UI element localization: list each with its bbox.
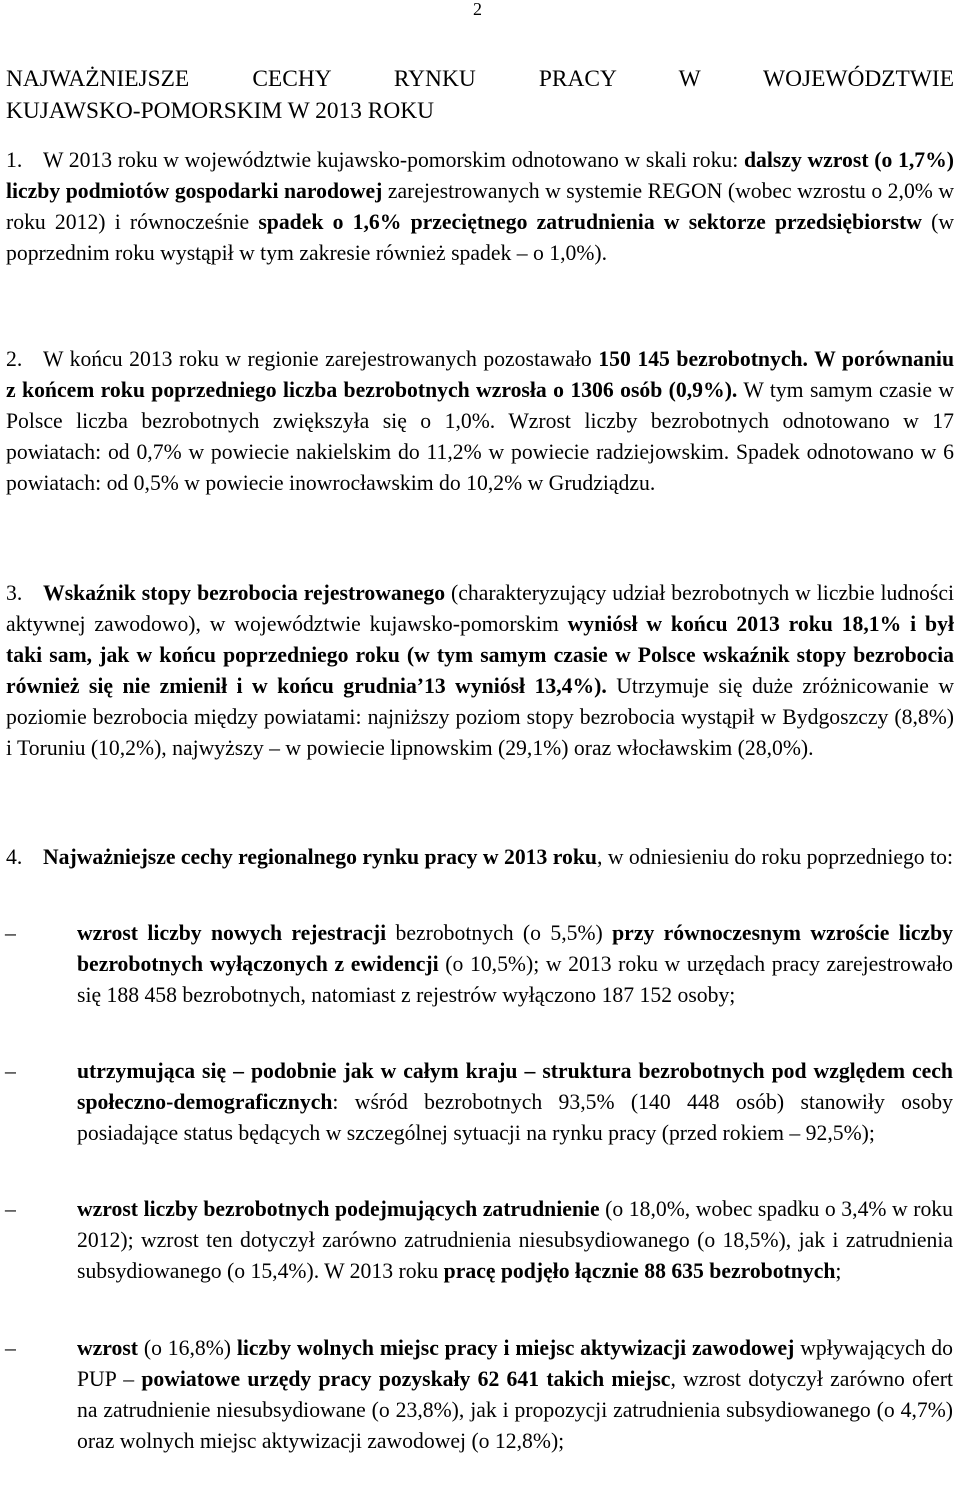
list-dash: – xyxy=(5,921,16,945)
list-item: – utrzymująca się – podobnie jak w całym kraju – struktura bezrobotnych pod względem cech społeczno-demograficznych: wśród bezrobotnych 93,5% (140 448 osób) stanowiły osoby posiadające status będących w szczególnej sytuacji na rynku pracy (przed rokiem – 92,5%); xyxy=(43,1056,953,1149)
emphasis: spadek o 1,6% przeciętnego zatrudnienia w sektorze przedsiębiorstw xyxy=(258,210,922,234)
emphasis: Najważniejsze cechy regionalnego rynku pracy w 2013 roku xyxy=(43,845,597,869)
paragraph-2: 2. W końcu 2013 roku w regionie zarejestrowanych pozostawało 150 145 bezrobotnych. W porównaniu z końcem roku poprzedniego liczba bezrobotnych wzrosła o 1306 osób (0,9%). W tym samym czasie w Polsce liczba bezrobotnych zwiększyła się o 1,0%. Wzrost liczby bezrobotnych odnotowano w 17 powiatach: od 0,7% w powiecie nakielskim do 11,2% w powiecie radziejowskim. Spadek odnotowano w 6 powiatach: od 0,5% w powiecie inowrocławskim do 10,2% w Grudziądzu. xyxy=(6,344,954,499)
emphasis: wyniósł w końcu 2013 roku 18,1% i był taki sam, jak w końcu poprzedniego roku (w tym samym czasie w Polsce wskaźnik stopy bezrobocia również się nie zmienił i w końcu grudnia’13 wyniósł 13,4%). xyxy=(6,612,954,698)
document-title xyxy=(6,63,954,127)
paragraph-1: 1. W 2013 roku w województwie kujawsko-pomorskim odnotowano w skali roku: dalszy wzrost (o 1,7%) liczby podmiotów gospodarki narodowej zarejestrowanych w systemie REGON (wobec wzrostu o 2,0% w roku 2012) i równocześnie spadek o 1,6% przeciętnego zatrudnienia w sektorze przedsiębiorstw (w poprzednim roku wystąpił w tym zakresie również spadek – o 1,0%). xyxy=(6,145,954,269)
emphasis: dalszy wzrost (o 1,7%) liczby podmiotów gospodarki narodowej xyxy=(6,148,954,203)
list-dash: – xyxy=(5,1197,16,1221)
emphasis: Wskaźnik stopy bezrobocia rejestrowanego xyxy=(43,581,446,605)
list-item: – wzrost liczby bezrobotnych podejmujących zatrudnienie (o 18,0%, wobec spadku o 3,4% w roku 2012); wzrost ten dotyczył zarówno zatrudnienia niesubsydiowanego (o 18,5%), jak i zatrudnienia subsydiowanego (o 15,4%). W 2013 roku pracę podjęło łącznie 88 635 bezrobotnych; xyxy=(43,1194,953,1287)
page-number: 2 xyxy=(473,0,482,19)
list-item: – wzrost (o 16,8%) liczby wolnych miejsc pracy i miejsc aktywizacji zawodowej wpływających do PUP – powiatowe urzędy pracy pozyskały 62 641 takich miejsc, wzrost dotyczył zarówno ofert na zatrudnienie niesubsydiowane (o 23,8%), jak i propozycji zatrudnienia subsydiowanego (o 4,7%) oraz wolnych miejsc aktywizacji zawodowej (o 12,8%); xyxy=(43,1333,953,1457)
paragraph-4: 4. Najważniejsze cechy regionalnego rynku pracy w 2013 roku, w odniesieniu do roku poprzedniego to: xyxy=(6,842,954,873)
list-item: – wzrost liczby nowych rejestracji bezrobotnych (o 5,5%) przy równoczesnym wzroście liczby bezrobotnych wyłączonych z ewidencji (o 10,5%); w 2013 roku w urzędach pracy zarejestrowało się 188 458 bezrobotnych, natomiast z rejestrów wyłączono 187 152 osoby; xyxy=(43,918,953,1011)
paragraph-number: 1. xyxy=(6,148,23,172)
emphasis: 150 145 bezrobotnych. W porównaniu z końcem roku poprzedniego liczba bezrobotnych wzrosła o 1306 osób (0,9%). xyxy=(6,347,955,402)
paragraph-number: 4. xyxy=(6,845,23,869)
paragraph-number: 3. xyxy=(6,581,23,605)
list-dash: – xyxy=(5,1336,16,1360)
paragraph-3: 3. Wskaźnik stopy bezrobocia rejestrowanego (charakteryzujący udział bezrobotnych w liczbie ludności aktywnej zawodowo), w województwie kujawsko-pomorskim wyniósł w końcu 2013 roku 18,1% i był taki sam, jak w końcu poprzedniego roku (w tym samym czasie w Polsce wskaźnik stopy bezrobocia również się nie zmienił i w końcu grudnia’13 wyniósł 13,4%). Utrzymuje się duże zróżnicowanie w poziomie bezrobocia między powiatami: najniższy poziom stopy bezrobocia wystąpił w Bydgoszczy (8,8%) i Toruniu (10,2%), najwyższy – w powiecie lipnowskim (29,1%) oraz włocławskim (28,0%). xyxy=(6,578,954,764)
title-line-2: KUJAWSKO-POMORSKIM W 2013 ROKU xyxy=(6,98,435,124)
title-line-1: NAJWAŻNIEJSZE CECHY RYNKU PRACY W WOJEWÓDZTWIE xyxy=(6,66,954,92)
paragraph-number: 2. xyxy=(6,347,23,371)
list-dash: – xyxy=(5,1059,16,1083)
